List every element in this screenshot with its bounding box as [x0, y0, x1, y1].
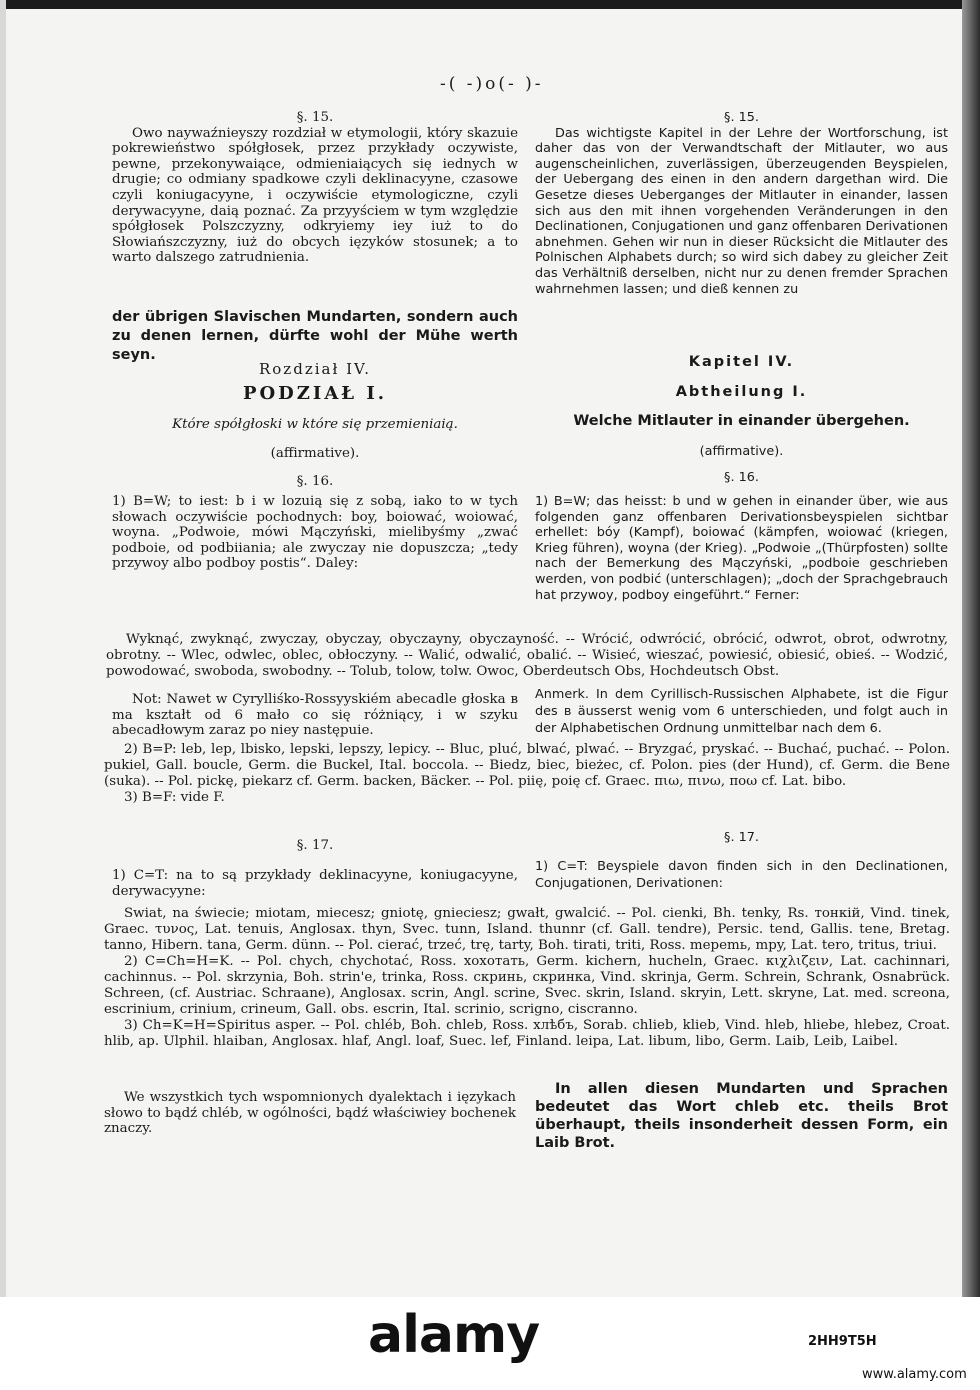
left-section-17-body: 1) C=T: na to są przykłady deklinacyyne, koniugacyyne, derywacyyne:: [112, 868, 518, 899]
watermark-footer: [0, 1297, 980, 1390]
right-section-15-body: Das wichtigste Kapitel in der Lehre der Wortforschung, ist daher das von der Verwandtschaft der Mitlauter, wo aus augenscheinlichen, zuverlässigen, überzeugenden Beyspielen, der Uebergang des einen in den andern dargethan wird. Die Gesetze dieses Ueberganges der Mitlauter in einander, lassen sich aus den mit ihnen vorgehenden Veränderungen in den Declinationen, Conjugationen und ganz offenbaren Derivationen abnehmen. Gehen wir nun in dieser Rücksicht die Mitlauter des Polnischen Alphabets durch; so wird sich dabey zu gleicher Zeit das Verhältniß derselben, nicht nur zu denen fremder Sprachen wahrnehmen lassen; und dieß kennen zu: [535, 125, 948, 297]
left-division-heading: PODZIAŁ I.: [242, 383, 388, 404]
left-affirmative: (affirmative).: [270, 446, 360, 461]
right-chapter-heading: Kapitel IV.: [688, 354, 795, 370]
scan-left-shadow: [0, 0, 6, 1297]
example-b-f: 3) B=F: vide F.: [124, 790, 225, 805]
example-c-ch-h-k: 2) C=Ch=H=K. -- Pol. chych, chychotać, Ross. хохотать, Germ. kichern, hucheln, Graec. κιχλιζειν, Lat. cachinnari, cachinnus. -- Pol. skrzynia, Boh. strin'e, trinka, Ross. скринь, скринка, Vind. skrinja, Germ. Schrein, Schrank, Osnabrück. Schreen, (cf. Austriac. Schraane), Anglosax. scrin, Angl. scrine, Svec. skrin, Island. skryin, Lett. skryne, Lat. med. screona, escrinium, crinium, crineum, Gall. obs. escrin, Ital. scrinio, scrigno, ciscranno.: [104, 954, 950, 1017]
image-id: 2HH9T5H: [808, 1334, 877, 1349]
scan-top-edge: [0, 0, 980, 9]
right-division-heading: Abtheilung I.: [675, 384, 808, 400]
left-note: Not: Nawet w Cyrylliśko-Rossyyskiém abecadle głoska в ma kształt od 6 mało co się różniący, i w szyku abecadłowym zaraz po niey następuie.: [112, 692, 518, 739]
example-c-t: Swiat, na świecie; miotam, miecesz; gniotę, gnieciesz; gwałt, gwalcić. -- Pol. cienki, Bh. tenky, Rs. тонкій, Vind. tinek, Graec. τυνος, Lat. tenuis, Anglosax. thyn, Svec. tunn, Island. thunnr (cf. Gall. tendre), Persic. tend, Gallis. tene, Bretag. tanno, Hibern. tana, Germ. dünn. -- Pol. cierać, trzeć, trę, tarty, Boh. tirati, triti, Ross. mepemь, mpy, Lat. tero, tritus, triui.: [104, 906, 950, 953]
left-section-15: [112, 110, 518, 266]
left-closing-paragraph: We wszystkich tych wspomnionych dyalektach i ięzykach słowo to bądź chléb, w ogólności, bądź właściwiey bochenek znaczy.: [104, 1090, 516, 1137]
right-note: Anmerk. In dem Cyrillisch-Russischen Alphabete, ist die Figur des в äusserst wenig vom 6 unterschieden, und folgt auch in der Alphabetischen Ordnung unmittelbar nach dem 6.: [535, 687, 948, 736]
right-affirmative: (affirmative).: [699, 444, 784, 459]
scan-right-edge: [962, 0, 980, 1297]
examples-block-b-p: [104, 742, 950, 806]
right-section-15: [535, 110, 948, 297]
right-section-15-heading: §. 15.: [724, 110, 759, 125]
left-section-16-heading: §. 16.: [296, 474, 334, 489]
left-section-15-body: Owo naywaźnieyszy rozdział w etymologii, który skazuie pokrewieństwo spółgłosek, przez przykłady oczywiste, pewne, przekonywaiące, odmieniaiących się iednych w drugie; co odmiany spadkowe czyli deklinacyyne, czasowe czyli koniugacyyne, i oczywiście etymologiczne, czyli derywacyyne, daią poznać. Za przyyściem w tym względzie spółgłosek Polszczyzny, odkryiemy iey iuż to do Słowiańszczyzny, iuż do obcych ięzyków stosunek; a to warto dalszego zatrudnienia.: [112, 125, 518, 266]
example-ch-k-h: 3) Ch=K=H=Spiritus asper. -- Pol. chléb, Boh. chleb, Ross. хлѣбъ, Sorab. chlieb, klieb, Vind. hleb, hliebe, hlebez, Croat. hlib, ap. Ulphil. hlaiban, Anglosax. hlaf, Angl. loaf, Suec. lef, Finland. leipa, Lat. libum, libo, Germ. Laib, Leib, Laibel.: [104, 1018, 950, 1049]
left-section-17-heading: §. 17.: [296, 838, 334, 853]
right-section-16-heading: §. 16.: [724, 470, 759, 485]
example-b-p: 2) B=P: leb, lep, lbisko, lepski, lepszy, lepicy. -- Bluc, pluć, blwać, plwać. -- Bryzgać, pryskać. -- Buchać, puchać. -- Polon. pukiel, Gall. boucle, Germ. die Buckel, Ital. boccola. -- Biedz, biec, bieżec, cf. Polon. pies (der Hund), cf. Germ. die Bene (suka). -- Pol. pickę, piekarz cf. Germ. backen, Bäcker. -- Pol. piię, poię cf. Graec. πιω, πινω, ποω cf. Lat. bibo.: [104, 742, 950, 789]
left-german-continuation: der übrigen Slavischen Mundarten, sondern auch zu denen lernen, dürfte wohl der Mühe werth seyn.: [112, 309, 518, 363]
right-closing-paragraph: In allen diesen Mundarten und Sprachen bedeutet das Wort chleb etc. theils Brot überhaupt, theils insonderheit dessen Form, ein Laib Brot.: [535, 1081, 948, 1151]
watermark-url: www.alamy.com: [862, 1367, 967, 1382]
page-marker: -( -)o(- )-: [440, 74, 544, 94]
right-section-17-body: 1) C=T: Beyspiele davon finden sich in den Declinationen, Conjugationen, Derivationen:: [535, 859, 948, 891]
right-subtitle: Welche Mitlauter in einander übergehen.: [573, 413, 910, 429]
left-chapter-heading: Rozdział IV.: [258, 360, 371, 378]
examples-block-c-t: [104, 906, 950, 1050]
left-section-15-heading: §. 15.: [296, 110, 334, 125]
left-subtitle: Które spółgłoski w które się przemieniaią.: [172, 417, 458, 432]
alamy-logo: alamy: [368, 1305, 540, 1365]
examples-block-b-w: Wyknąć, zwyknąć, zwyczay, obyczay, obyczayny, obyczayność. -- Wrócić, odwrócić, obrócić, odwrot, obrot, odwrotny, obrotny. -- Wlec, odwlec, oblec, obłoczyny. -- Walić, odwalić, obalić. -- Wisieć, wieszać, powiesić, obiesić, obieś. -- Wodzić, powodować, swoboda, swobodny. -- Tolub, tolow, tolw. Owoc, Oberdeutsch Obs, Hochdeutsch Obst.: [106, 632, 948, 679]
left-section-16-body: 1) B=W; to iest: b i w lozuią się z sobą, iako to w tych słowach oczywiście pochodnych: boy, boiować, woiować, woyna. „Podwoie, mówi Mączyński, mielibyśmy „zwać podboie, od podbiiania; ale zwyczay nie dopuszcza; „tedy przywoy albo podboy postis“. Daley:: [112, 494, 518, 572]
right-section-17-heading: §. 17.: [724, 830, 759, 845]
right-section-16-body: 1) B=W; das heisst: b und w gehen in einander über, wie aus folgenden ganz offenbaren Derivationsbeyspielen sichtbar erhellet: bóy (Kampf), boiować (kämpfen, woiować (kriegen, Krieg führen), woyna (der Krieg). „Podwoie „(Thürpfosten) sollte nach der Bemerkung des Mączyński, „podboie geschrieben werden, von podbić (unterschlagen); „doch der Sprachgebrauch hat przywoy, podboy eingeführt.“ Ferner:: [535, 494, 948, 603]
